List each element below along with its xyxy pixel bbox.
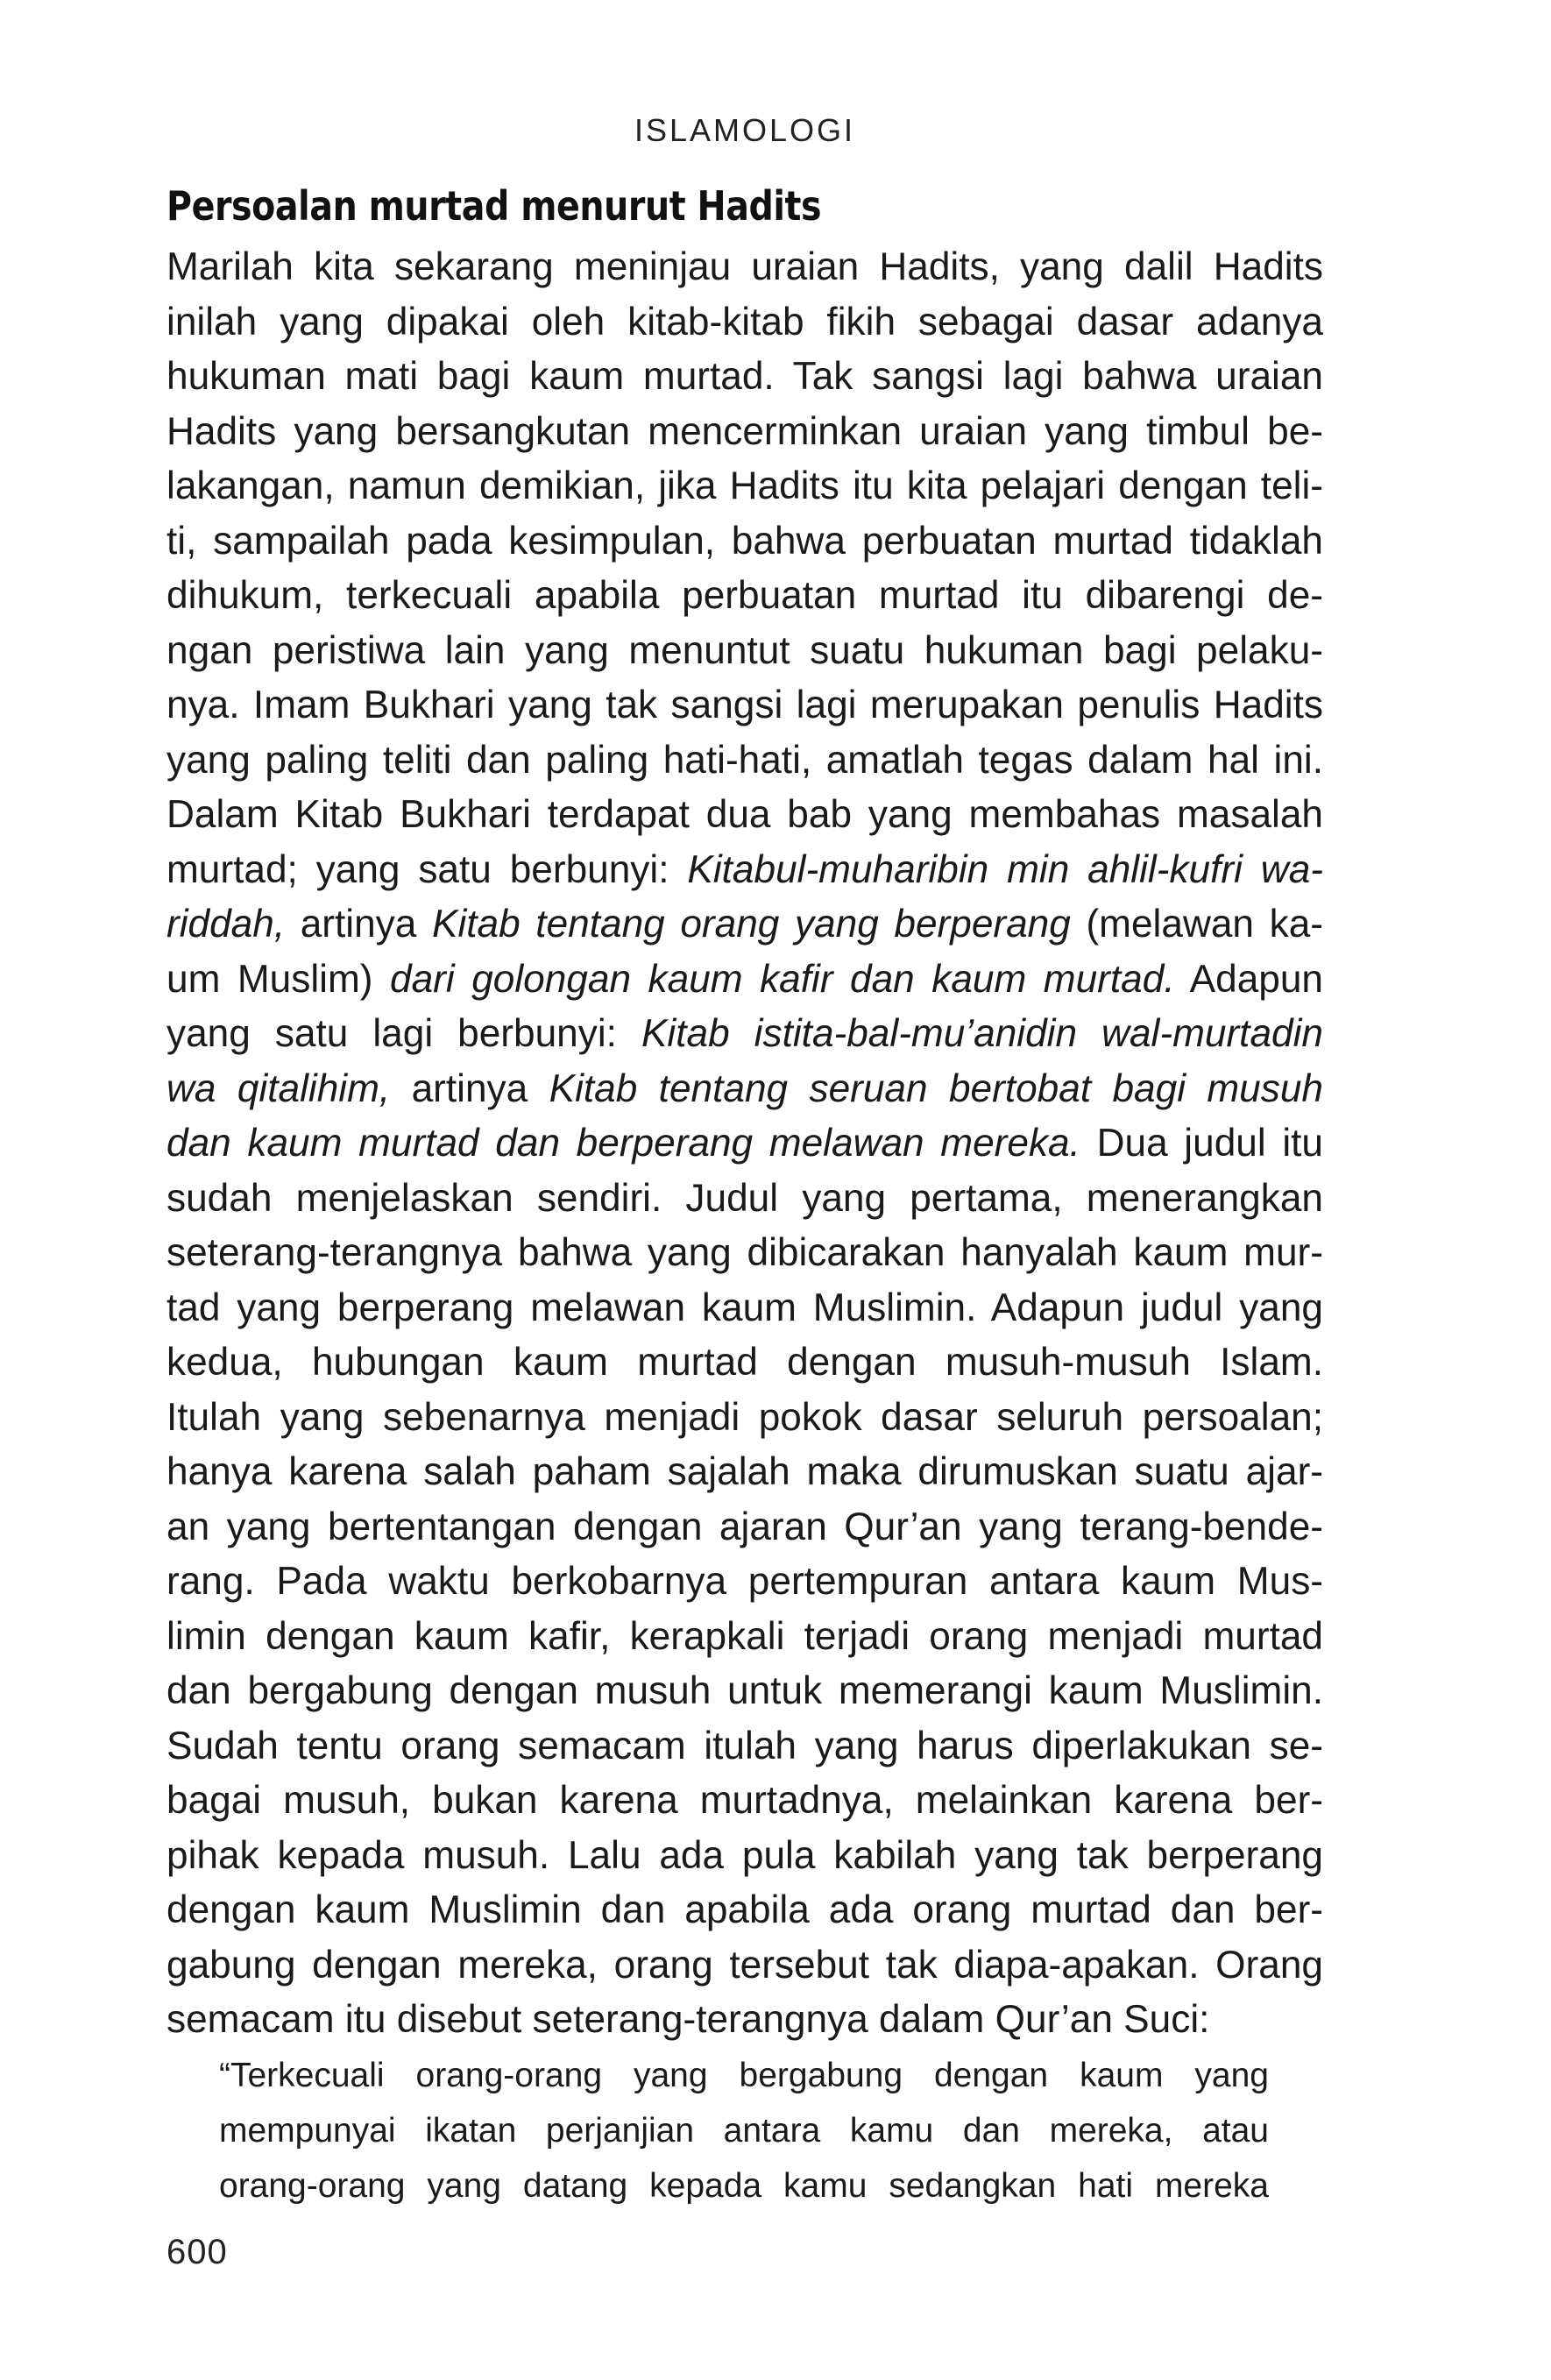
body-line [166, 1226, 1323, 1281]
body-line [166, 1445, 1323, 1500]
text-run: murtad; yang satu berbunyi: [166, 847, 688, 891]
body-line [166, 1500, 1323, 1555]
text-run: gabung dengan mereka, orang tersebut tak diapa-apakan. Orang [166, 1943, 1323, 1987]
italic-text: riddah, [166, 903, 286, 946]
quote-line: mempunyai ikatan perjanjian antara kamu dan mereka, atau [219, 2112, 1269, 2150]
text-run: Adapun [1174, 957, 1324, 1001]
text-run: semacam itu disebut seterang-terangnya dalam Qur’an Suci: [166, 1998, 1210, 2041]
text-run: Itulah yang sebenarnya menjadi pokok dasar seluruh persoalan; [166, 1395, 1323, 1439]
text-run: hanya karena salah paham sajalah maka dirumuskan suatu ajar- [166, 1450, 1323, 1493]
italic-text: wa qitalihim, [166, 1066, 391, 1110]
body-line [166, 788, 1323, 843]
text-run: um Muslim) [166, 957, 391, 1001]
text-run: artinya [285, 903, 432, 946]
text-run: dengan kaum Muslimin dan apabila ada orang murtad dan ber- [166, 1888, 1323, 1931]
text-run: seterang-terangnya bahwa yang dibicarakan hanyalah kaum mur- [166, 1231, 1323, 1274]
body-line [166, 1391, 1323, 1446]
body-line [166, 624, 1323, 679]
text-run: ti, sampailah pada kesimpulan, bahwa perbuatan murtad tidaklah [166, 519, 1323, 563]
body-line [166, 459, 1323, 514]
body-line [166, 953, 1323, 1008]
italic-text: dan kaum murtad dan berperang melawan mereka. [166, 1122, 1080, 1165]
body-line [166, 1610, 1323, 1665]
text-run: Dalam Kitab Bukhari terdapat dua bab yang membahas masalah [166, 793, 1323, 836]
text-run: nya. Imam Bukhari yang tak sangsi lagi merupakan penulis Hadits [166, 684, 1323, 726]
body-line [166, 1335, 1323, 1391]
text-run: inilah yang dipakai oleh kitab-kitab fikih sebagai dasar adanya [166, 300, 1323, 344]
italic-text: Kitab tentang orang yang berperang [431, 903, 1071, 946]
text-run: an yang bertentangan dengan ajaran Qur’an yang terang-bende- [166, 1505, 1323, 1548]
body-line [166, 514, 1323, 570]
quote-line: orang-orang yang datang kepada kamu sedangkan hati mereka [219, 2167, 1269, 2205]
body-paragraph [166, 240, 1323, 2048]
body-line [166, 1062, 1323, 1117]
text-run: rang. Pada waktu berkobarnya pertempuran antara kaum Mus- [166, 1560, 1323, 1603]
text-run: Marilah kita sekarang meninjau uraian Hadits, yang dalil Hadits [166, 245, 1323, 288]
body-line [166, 1993, 1323, 2048]
body-line [166, 569, 1323, 624]
body-line [166, 1664, 1323, 1719]
italic-text: dari golongan kaum kafir dan kaum murtad. [390, 957, 1175, 1001]
body-line [166, 733, 1323, 789]
body-line [166, 1774, 1323, 1829]
text-run: kedua, hubungan kaum murtad dengan musuh-musuh Islam. [166, 1341, 1323, 1384]
text-run: limin dengan kaum kafir, kerapkali terjadi orang menjadi murtad [166, 1614, 1323, 1658]
text-run: dihukum, terkecuali apabila perbuatan murtad itu dibarengi de- [166, 574, 1323, 617]
text-run: (melawan ka- [1070, 903, 1323, 946]
body-line [166, 897, 1323, 953]
quote-line: “Terkecuali orang-orang yang bergabung dengan kaum yang [219, 2057, 1269, 2094]
body-line [166, 843, 1323, 898]
body-line [166, 1883, 1323, 1938]
body-line [166, 1938, 1323, 1994]
text-run: lakangan, namun demikian, jika Hadits itu kita pelajari dengan teli- [166, 464, 1323, 507]
text-run: bagai musuh, bukan karena murtadnya, melainkan karena ber- [166, 1779, 1323, 1822]
text-run: Sudah tentu orang semacam itulah yang harus diperlakukan se- [166, 1724, 1323, 1767]
running-header: ISLAMOLOGI [634, 112, 856, 148]
text-run: artinya [390, 1066, 549, 1110]
body-line [166, 1007, 1323, 1062]
italic-text: Kitab istita-bal-mu’anidin wal-murtadin [641, 1012, 1323, 1055]
text-run: yang paling teliti dan paling hati-hati, amatlah tegas dalam hal ini. [166, 738, 1323, 782]
italic-text: Kitab tentang seruan bertobat bagi musuh [549, 1066, 1324, 1110]
text-run: ngan peristiwa lain yang menuntut suatu hukuman bagi pelaku- [166, 628, 1323, 672]
text-run: Dua judul itu [1080, 1122, 1323, 1165]
body-line [166, 295, 1323, 351]
text-run: hukuman mati bagi kaum murtad. Tak sangsi lagi bahwa uraian [166, 355, 1323, 398]
body-line [166, 1116, 1323, 1172]
section-heading: Persoalan murtad menurut Hadits [166, 182, 822, 230]
body-line [166, 1172, 1323, 1227]
text-run: dan bergabung dengan musuh untuk memerangi kaum Muslimin. [166, 1669, 1323, 1712]
text-run: tad yang berperang melawan kaum Muslimin. Adapun judul yang [166, 1286, 1323, 1329]
text-run: yang satu lagi berbunyi: [166, 1012, 641, 1055]
page-number: 600 [166, 2233, 228, 2271]
italic-text: Kitabul-muharibin min ahlil-kufri wa- [687, 847, 1323, 891]
body-line [166, 1829, 1323, 1884]
text-run: Hadits yang bersangkutan mencerminkan uraian yang timbul be- [166, 409, 1323, 453]
body-line [166, 678, 1323, 733]
body-line [166, 350, 1323, 405]
block-quote [219, 2048, 1269, 2214]
body-line [166, 240, 1323, 295]
body-line [166, 1281, 1323, 1336]
text-run: sudah menjelaskan sendiri. Judul yang pertama, menerangkan [166, 1176, 1323, 1220]
body-line [166, 1555, 1323, 1610]
body-line [166, 405, 1323, 460]
body-line [166, 1719, 1323, 1774]
text-run: pihak kepada musuh. Lalu ada pula kabilah yang tak berperang [166, 1833, 1323, 1877]
